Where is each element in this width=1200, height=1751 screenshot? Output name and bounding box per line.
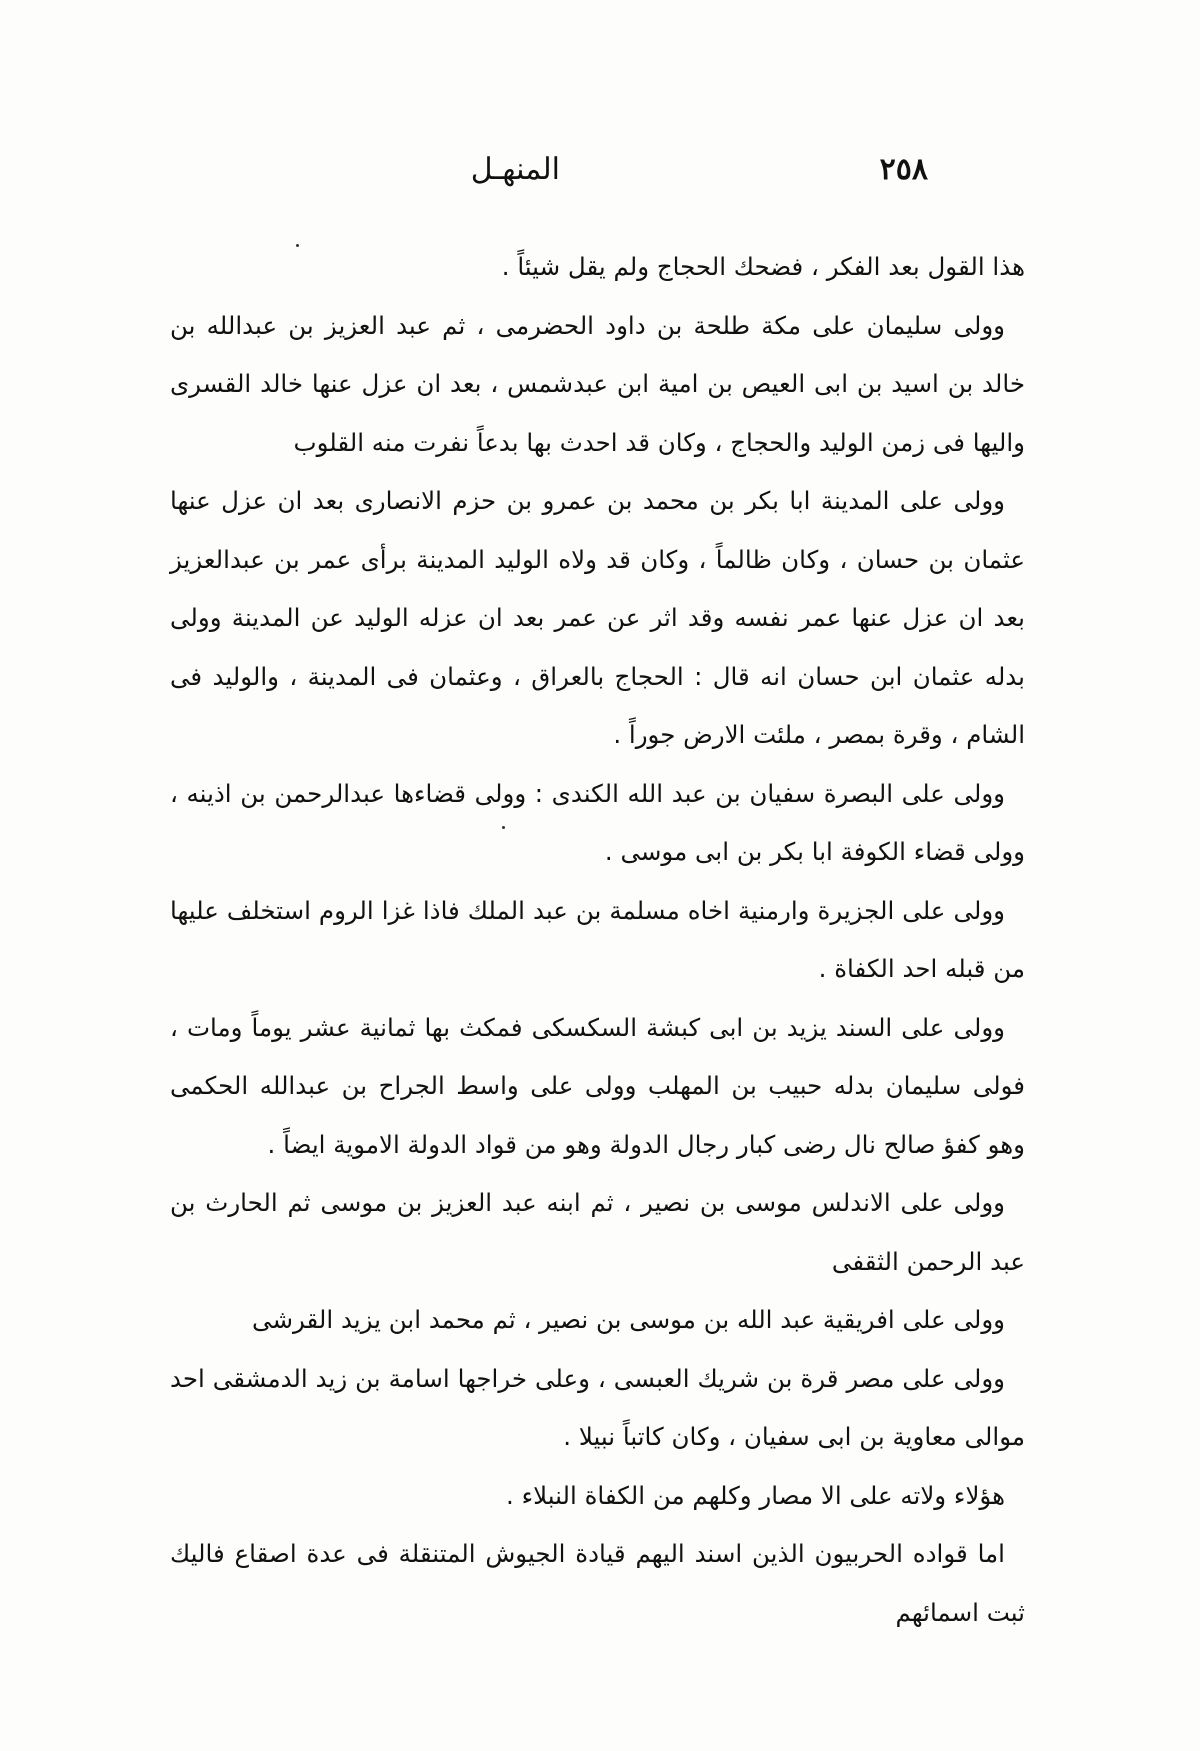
paragraph: وولى سليمان على مكة طلحة بن داود الحضرمى ، ثم عبد العزيز بن عبدالله بن خالد بن اسيد بن ابى العيص بن امية ابن عبدشمس ، بعد ان عزل عنها خالد القسرى واليها فى زمن الوليد والحجاج ، وكان قد احدث بها بدعاً نفرت منه القلوب	[170, 310, 1025, 457]
paragraph: وولى على السند يزيد بن ابى كبشة السكسكى فمكث بها ثمانية عشر يوماً ومات ، فولى سليمان بدله حبيب بن المهلب وولى على واسط الجراح بن عبدالله الحكمى وهو كفؤ صالح نال رضى كبار رجال الدولة وهو من قواد الدولة الاموية ايضاً .	[170, 1012, 1025, 1159]
page-header	[0, 152, 1200, 202]
paragraph: وولى على مصر قرة بن شريك العبسى ، وعلى خراجها اسامة بن زيد الدمشقى احد موالى معاوية بن ابى سفيان ، وكان كاتباً نبيلا .	[170, 1363, 1025, 1451]
paragraph: هؤلاء ولاته على الا مصار وكلهم من الكفاة النبلاء .	[506, 1480, 1005, 1510]
paragraph: وولى على افريقية عبد الله بن موسى بن نصير ، ثم محمد ابن يزيد القرشى	[252, 1305, 1005, 1334]
paragraph: وولى على البصرة سفيان بن عبد الله الكندى : وولى قضاءها عبدالرحمن بن اذينه ، وولى قضاء الكوفة ابا بكر بن ابى موسى .	[170, 778, 1025, 866]
paragraph: وولى على الجزيرة وارمنية اخاه مسلمة بن عبد الملك فاذا غزا الروم استخلف عليها من قبله احد الكفاة .	[170, 895, 1025, 983]
page-number: ٢٥٨	[879, 152, 928, 187]
paragraph: وولى على المدينة ابا بكر بن محمد بن عمرو بن حزم الانصارى بعد ان عزل عنها عثمان بن حسان ، وكان ظالماً ، وكان قد ولاه الوليد المدينة برأى عمر بن عبدالعزيز بعد ان عزل عنها عمر نفسه وقد اثر عن عمر بعد ان عزله الوليد عن المدينة وولى بدله عثمان ابن حسان انه قال : الحجاج بالعراق ، وعثمان فى المدينة ، والوليد فى الشام ، وقرة بمصر ، ملئت الارض جوراً .	[170, 486, 1025, 749]
scan-speck	[296, 244, 299, 247]
paragraph: وولى على الاندلس موسى بن نصير ، ثم ابنه عبد العزيز بن موسى ثم الحارث بن عبد الرحمن الثقفى	[170, 1188, 1025, 1276]
body-text	[170, 238, 1025, 1642]
scan-speck	[502, 826, 505, 829]
paragraph: اما قواده الحربيون الذين اسند اليهم قيادة الجيوش المتنقلة فى عدة اصقاع فاليك ثبت اسمائهم	[170, 1539, 1025, 1627]
paragraph: هذا القول بعد الفكر ، فضحك الحجاج ولم يقل شيئاً .	[501, 252, 1025, 281]
running-title: المنهـل	[470, 152, 560, 187]
